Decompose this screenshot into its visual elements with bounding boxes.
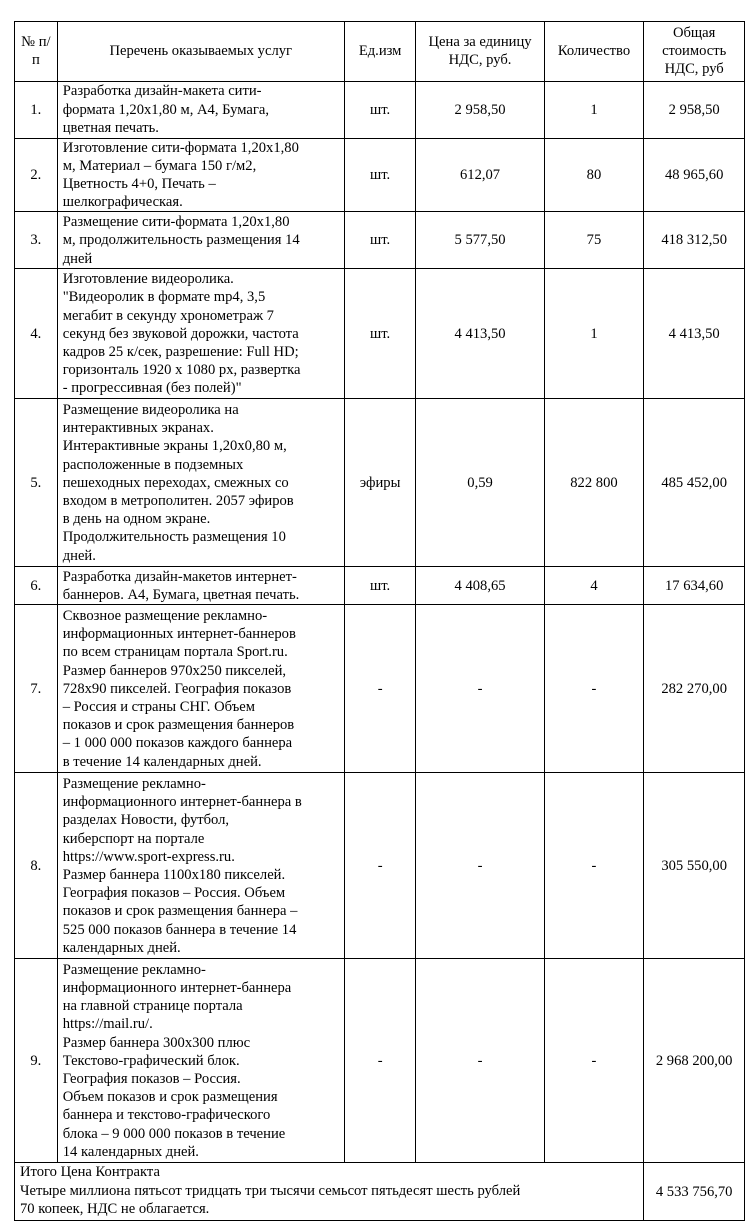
- summary-label: [15, 1163, 644, 1221]
- table-row: [15, 212, 745, 269]
- row-unit: -: [344, 959, 416, 1163]
- services-table: [14, 21, 745, 1221]
- row-price: 4 413,50: [416, 269, 544, 399]
- row-description: Размещение рекламно- информационного интернет-баннера на главной странице портала https://mail.ru/. Размер баннера 300х300 плюс Текстово-графический блок. География показов – Россия. Объем показов и срок размещения баннера и текстово-графического блока – 9 000 000 показов в течение 14 календарных дней.: [62, 961, 292, 1160]
- table-row: [15, 81, 745, 138]
- table-row: [15, 269, 745, 399]
- row-total: 418 312,50: [644, 212, 745, 269]
- row-price: -: [416, 959, 544, 1163]
- table-row: [15, 399, 745, 567]
- row-unit: -: [344, 605, 416, 773]
- row-num: 2.: [15, 138, 58, 212]
- header-qty: Количество: [544, 22, 644, 82]
- row-unit: шт.: [344, 212, 416, 269]
- row-price: 0,59: [416, 399, 544, 567]
- row-price: -: [416, 605, 544, 773]
- row-description: Размещение видеоролика на интерактивных экранах. Интерактивные экраны 1,20х0,80 м, расположенные в подземных пешеходных переходах, смежных со входом в метрополитен. 2057 эфиров в день на одном экране. Продолжительность размещения 10 дней.: [62, 402, 294, 564]
- header-total: Общая стоимость НДС, руб: [644, 22, 745, 82]
- row-price: -: [416, 773, 544, 959]
- row-num: 4.: [15, 269, 58, 399]
- row-qty: -: [544, 773, 644, 959]
- row-qty: -: [544, 605, 644, 773]
- row-num: 1.: [15, 81, 58, 138]
- row-qty: 1: [544, 81, 644, 138]
- summary-amount-words-end: 70 копеек, НДС не облагается.: [20, 1200, 210, 1217]
- table-row: [15, 567, 745, 605]
- row-total: 2 958,50: [644, 81, 745, 138]
- row-qty: 75: [544, 212, 644, 269]
- row-unit: эфиры: [344, 399, 416, 567]
- row-num: 8.: [15, 773, 58, 959]
- row-description: Изготовление видеоролика. "Видеоролик в формате mp4, 3,5 мегабит в секунду хронометраж 7 секунд без звуковой дорожки, частота кадров 25 к/сек, разрешение: Full HD; горизонталь 1920 х 1080 рх, развертка - прогрессивная (без полей)": [62, 271, 301, 397]
- row-total: 17 634,60: [644, 567, 745, 605]
- table-row: [15, 773, 745, 959]
- row-description: Изготовление сити-формата 1,20х1,80 м, Материал – бумага 150 г/м2, Цветность 4+0, Печать – шелкографическая.: [62, 139, 299, 211]
- row-num: 6.: [15, 567, 58, 605]
- row-total: 305 550,00: [644, 773, 745, 959]
- summary-amount-words: Четыре миллиона пятьсот тридцать три тысячи семьсот пятьдесят шесть рублей: [20, 1182, 521, 1199]
- row-price: 5 577,50: [416, 212, 544, 269]
- table-row: [15, 959, 745, 1163]
- summary-title: Итого Цена Контракта: [20, 1164, 160, 1181]
- summary-total: 4 533 756,70: [644, 1163, 745, 1221]
- row-qty: 822 800: [544, 399, 644, 567]
- row-description: Размещение сити-формата 1,20х1,80 м, продолжительность размещения 14 дней: [62, 214, 300, 267]
- row-total: 485 452,00: [644, 399, 745, 567]
- row-unit: -: [344, 773, 416, 959]
- row-qty: 1: [544, 269, 644, 399]
- row-qty: -: [544, 959, 644, 1163]
- row-description: Разработка дизайн-макетов интернет- баннеров. А4, Бумага, цветная печать.: [62, 568, 300, 603]
- row-total: 282 270,00: [644, 605, 745, 773]
- row-num: 9.: [15, 959, 58, 1163]
- row-total: 48 965,60: [644, 138, 745, 212]
- row-num: 5.: [15, 399, 58, 567]
- summary-row: [15, 1163, 745, 1221]
- header-num: № п/п: [15, 22, 58, 82]
- table-row: [15, 605, 745, 773]
- row-unit: шт.: [344, 138, 416, 212]
- row-unit: шт.: [344, 567, 416, 605]
- row-num: 7.: [15, 605, 58, 773]
- row-total: 4 413,50: [644, 269, 745, 399]
- row-qty: 80: [544, 138, 644, 212]
- header-unit: Ед.изм: [344, 22, 416, 82]
- row-unit: шт.: [344, 269, 416, 399]
- row-unit: шт.: [344, 81, 416, 138]
- row-description: Сквозное размещение рекламно- информационных интернет-баннеров по всем страницам портала Sport.ru. Размер баннеров 970х250 пикселей, 728х90 пикселей. География показов – Россия и страны СНГ. Объем показов и срок размещения баннеров – 1 000 000 показов каждого баннера в течение 14 календарных дней.: [62, 608, 296, 770]
- row-price: 2 958,50: [416, 81, 544, 138]
- row-total: 2 968 200,00: [644, 959, 745, 1163]
- row-num: 3.: [15, 212, 58, 269]
- header-price: Цена за единицу НДС, руб.: [416, 22, 544, 82]
- header-service: Перечень оказываемых услуг: [57, 22, 344, 82]
- row-description: Размещение рекламно- информационного интернет-баннера в разделах Новости, футбол, киберспорт на портале https://www.sport-express.ru. Размер баннера 1100х180 пикселей. География показов – Россия. Объем показов и срок размещения баннера – 525 000 показов баннера в течение 14 календарных дней.: [62, 775, 302, 956]
- row-price: 4 408,65: [416, 567, 544, 605]
- row-price: 612,07: [416, 138, 544, 212]
- row-qty: 4: [544, 567, 644, 605]
- header-row: [15, 22, 745, 82]
- row-description: Разработка дизайн-макета сити- формата 1,20х1,80 м, А4, Бумага, цветная печать.: [62, 83, 269, 136]
- table-row: [15, 138, 745, 212]
